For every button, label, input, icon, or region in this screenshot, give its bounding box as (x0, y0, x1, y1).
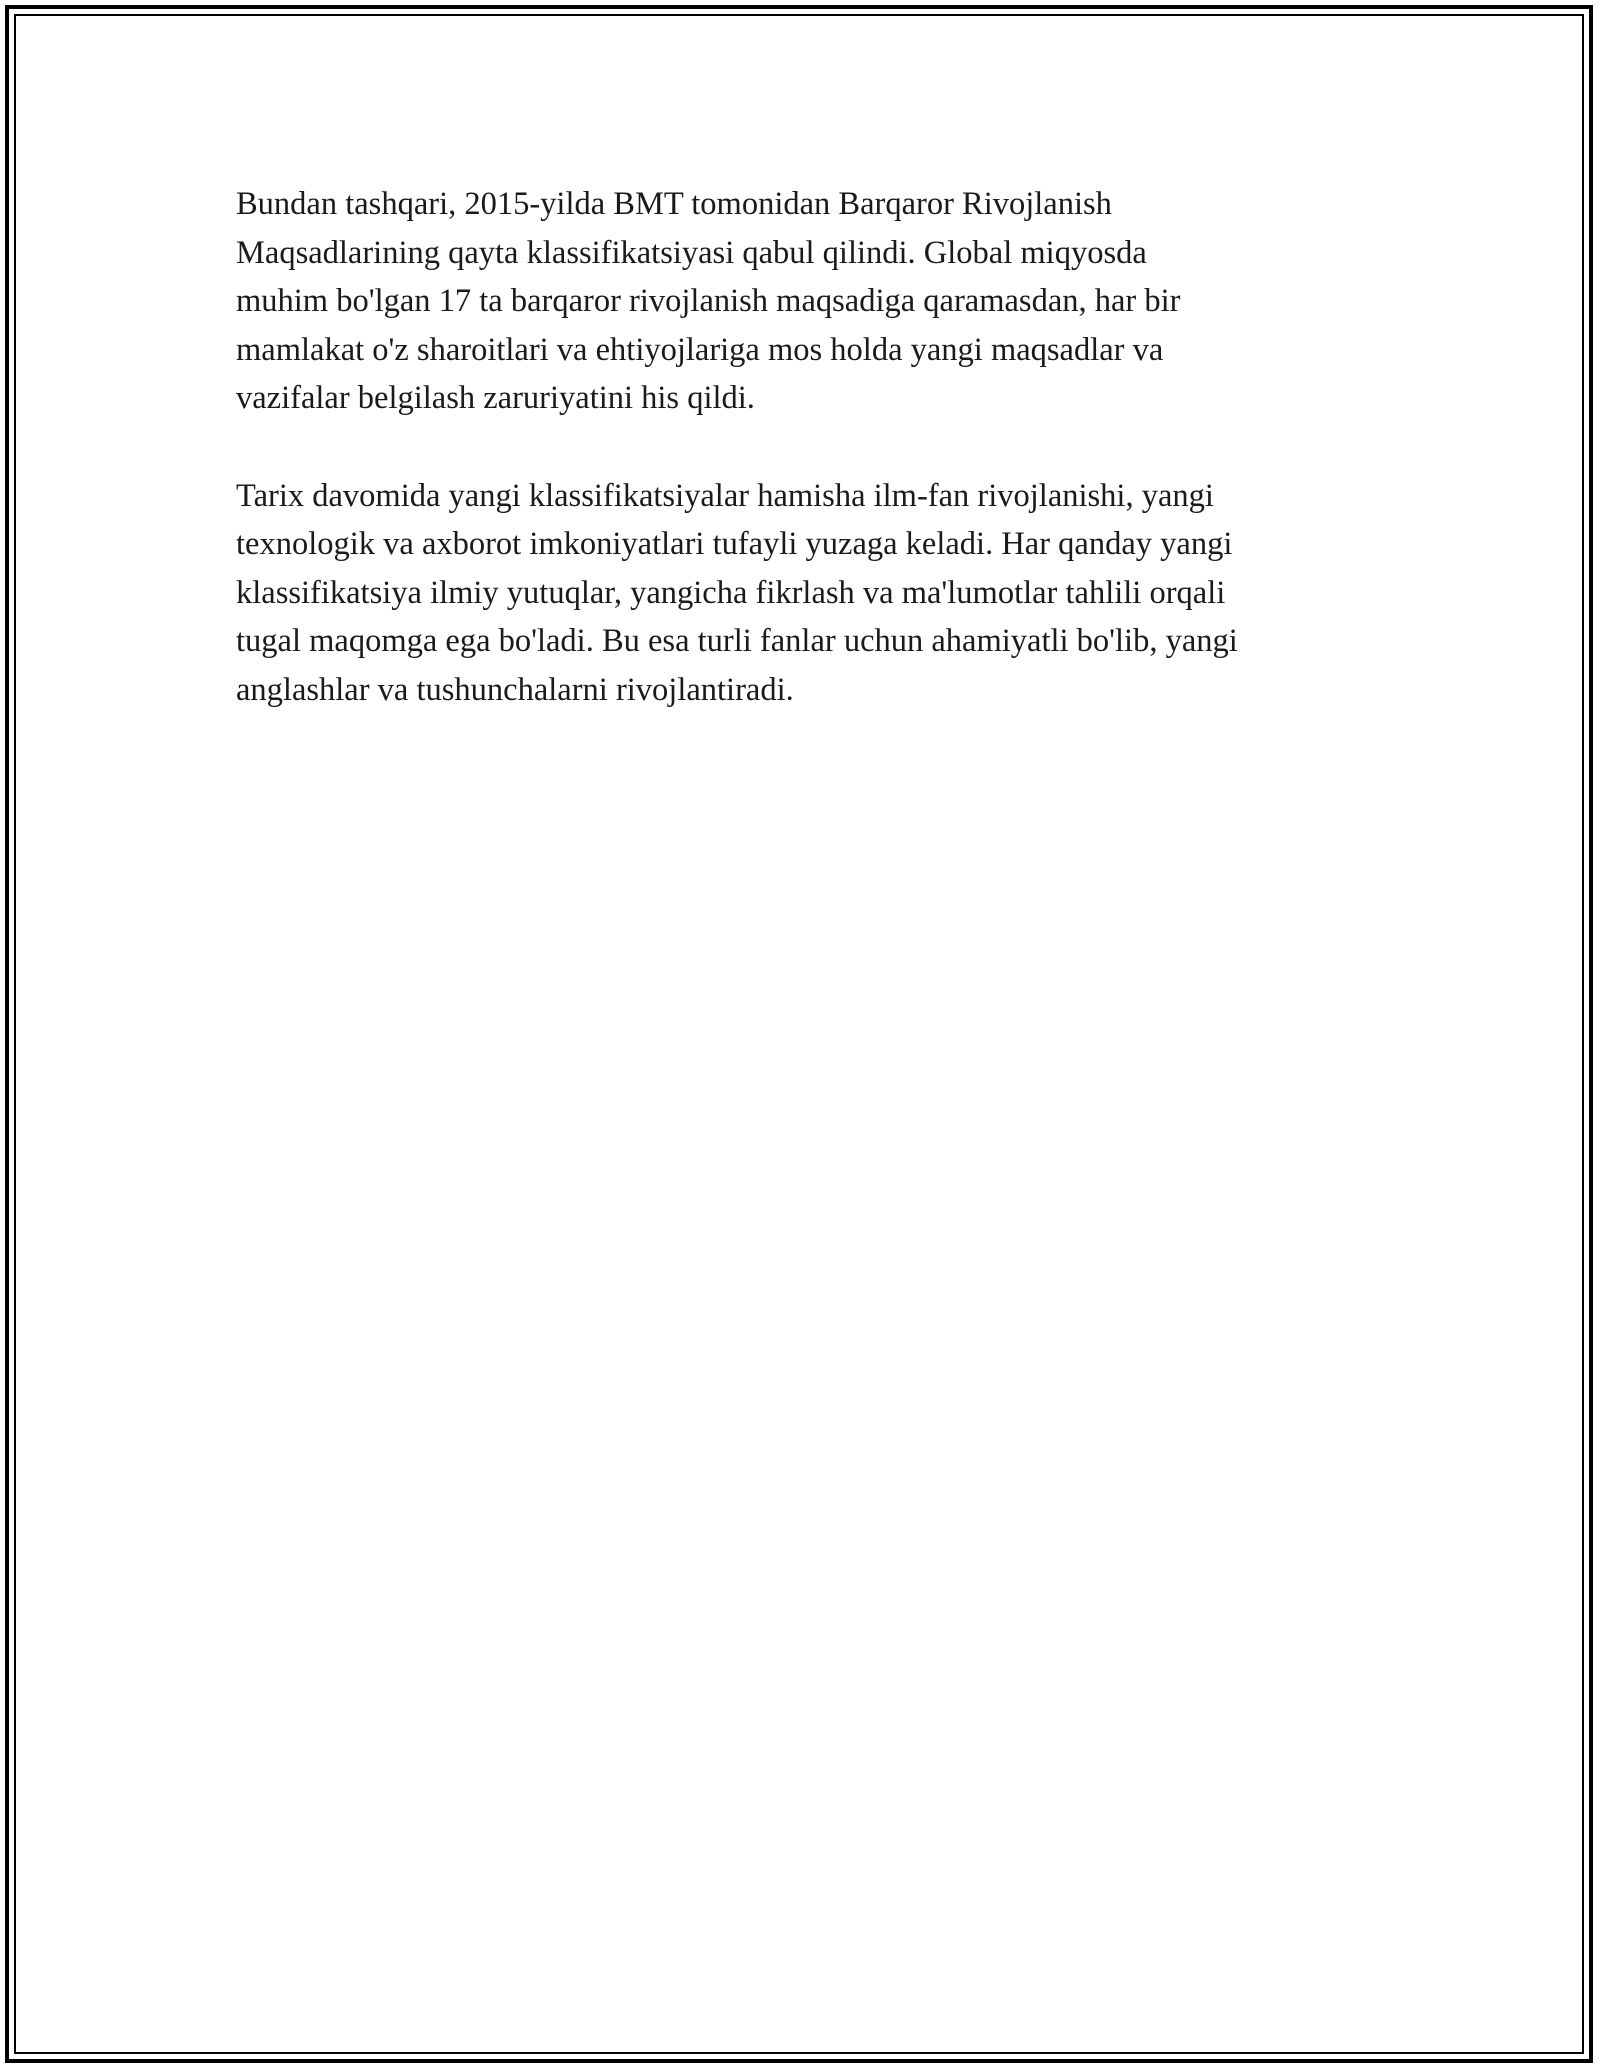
text-line: tugal maqomga ega bo'ladi. Bu esa turli fanlar uchun ahamiyatli bo'lib, yangi (236, 623, 1238, 660)
text-line: texnologik va axborot imkoniyatlari tufayli yuzaga keladi. Har qanday yangi (236, 526, 1233, 563)
text-line: klassifikatsiya ilmiy yutuqlar, yangicha fikrlash va ma'lumotlar tahlili orqali (236, 574, 1226, 611)
text-line: Maqsadlarining qayta klassifikatsiyasi qabul qilindi. Global miqyosda (236, 234, 1147, 271)
text-line: Bundan tashqari, 2015-yilda BMT tomonidan Barqaror Rivojlanish (236, 186, 1112, 222)
text-line: anglashlar va tushunchalarni rivojlantiradi. (236, 671, 794, 708)
text-line: vazifalar belgilash zaruriyatini his qildi. (236, 380, 755, 417)
text-line: muhim bo'lgan 17 ta barqaror rivojlanish maqsadiga qaramasdan, har bir (236, 283, 1181, 320)
text-line: Tarix davomida yangi klassifikatsiyalar hamisha ilm-fan rivojlanishi, yangi (236, 477, 1214, 514)
text-line: mamlakat o'z sharoitlari va ehtiyojlariga mos holda yangi maqsadlar va (236, 331, 1164, 368)
document-body (236, 180, 1376, 763)
paragraph-1 (236, 180, 1376, 423)
paragraph-2 (236, 472, 1376, 715)
